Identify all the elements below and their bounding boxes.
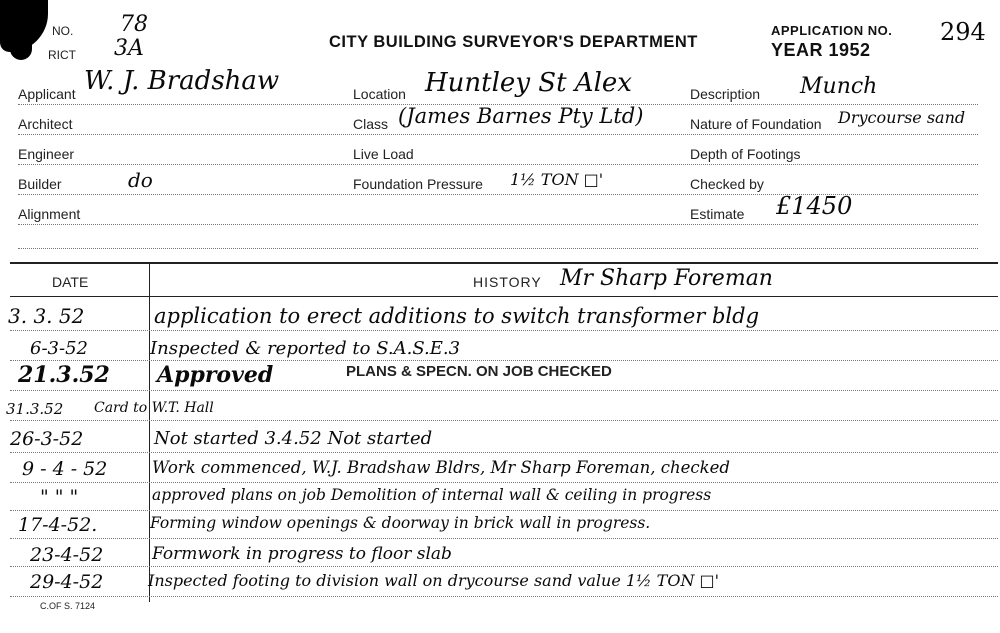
row-rule: [10, 390, 998, 391]
nature-label: Nature of Foundation: [690, 116, 822, 132]
table-header-rule: [10, 296, 998, 297]
row-text: Not started 3.4.52 Not started: [154, 428, 433, 449]
table-top-rule: [10, 262, 998, 264]
row-date: 21.3.52: [18, 362, 110, 388]
district-value: 3A: [114, 36, 144, 61]
row-rule: [10, 596, 998, 597]
builder-value: do: [128, 168, 153, 192]
row-rule: [10, 452, 998, 453]
row-text: Inspected & reported to S.A.S.E.3: [150, 338, 461, 359]
no-value: 78: [120, 12, 148, 37]
row-rule: [10, 420, 998, 421]
depth-label: Depth of Footings: [690, 146, 801, 162]
row-rule: [10, 330, 998, 331]
builder-label: Builder: [18, 176, 62, 192]
location-label: Location: [353, 86, 406, 102]
nature-value: Drycourse sand: [838, 108, 966, 127]
row-date: " " ": [40, 486, 79, 508]
description-value: Munch: [800, 74, 878, 99]
architect-label: Architect: [18, 116, 73, 132]
estimate-label: Estimate: [690, 206, 745, 222]
class-label: Class: [353, 116, 389, 132]
row-text: Formwork in progress to floor slab: [152, 544, 452, 564]
application-label: APPLICATION NO.: [771, 23, 893, 38]
date-column-divider: [149, 262, 150, 602]
row-text: approved plans on job Demolition of internal wall & ceiling in progress: [152, 486, 712, 504]
row-text: Work commenced, W.J. Bradshaw Bldrs, Mr Sharp Foreman, checked: [152, 458, 730, 477]
form-code: C.OF S. 7124: [40, 601, 96, 611]
row-rule: [10, 538, 998, 539]
row-rule: [10, 510, 998, 511]
district-label: RICT: [48, 48, 76, 62]
liveload-label: Live Load: [353, 146, 414, 162]
row-date: 9 - 4 - 52: [22, 458, 108, 480]
row-rule: [10, 482, 998, 483]
year: YEAR 1952: [771, 40, 871, 60]
location-value: Huntley St Alex: [425, 68, 632, 98]
pressure-label: Foundation Pressure: [353, 176, 483, 192]
application-number: 294: [940, 18, 986, 46]
row-text: Forming window openings & doorway in brick wall in progress.: [150, 514, 651, 532]
field-rule: [18, 164, 978, 165]
field-rule: [18, 194, 978, 195]
checked-label: Checked by: [690, 176, 764, 192]
date-header: DATE: [52, 274, 89, 290]
row-date: 31.3.52: [6, 400, 64, 418]
row-date: 26-3-52: [10, 428, 84, 450]
row-rule: [10, 360, 998, 361]
history-header: HISTORY: [473, 274, 542, 290]
row-text: Card to W.T. Hall: [94, 400, 214, 416]
class-value: (James Barnes Pty Ltd): [398, 104, 644, 128]
row-text: Approved: [157, 362, 274, 388]
ink-blot-tail: [10, 40, 32, 60]
row-date: 6-3-52: [30, 338, 88, 359]
estimate-value: £1450: [776, 192, 853, 220]
row-date: 17-4-52.: [18, 514, 98, 536]
field-rule: [18, 104, 978, 105]
pressure-value: 1½ TON □': [510, 170, 604, 189]
row-date: 29-4-52: [30, 571, 104, 593]
row-rule: [10, 566, 998, 567]
field-rule: [18, 248, 978, 249]
row-text: Inspected footing to division wall on drycourse sand value 1½ TON □': [148, 571, 720, 590]
row-text: application to erect additions to switch transformer bldg: [154, 304, 760, 328]
description-label: Description: [690, 86, 761, 102]
engineer-label: Engineer: [18, 146, 75, 162]
field-rule: [18, 134, 978, 135]
no-label: NO.: [52, 24, 74, 38]
alignment-label: Alignment: [18, 206, 81, 222]
field-rule: [18, 224, 978, 225]
applicant-value: W. J. Bradshaw: [84, 66, 280, 96]
row-date: 3. 3. 52: [8, 304, 85, 328]
applicant-label: Applicant: [18, 86, 76, 102]
approval-stamp: PLANS & SPECN. ON JOB CHECKED: [346, 363, 612, 380]
foreman-note: Mr Sharp Foreman: [560, 266, 773, 291]
department-title: CITY BUILDING SURVEYOR'S DEPARTMENT: [329, 33, 698, 51]
row-date: 23-4-52: [30, 544, 104, 566]
